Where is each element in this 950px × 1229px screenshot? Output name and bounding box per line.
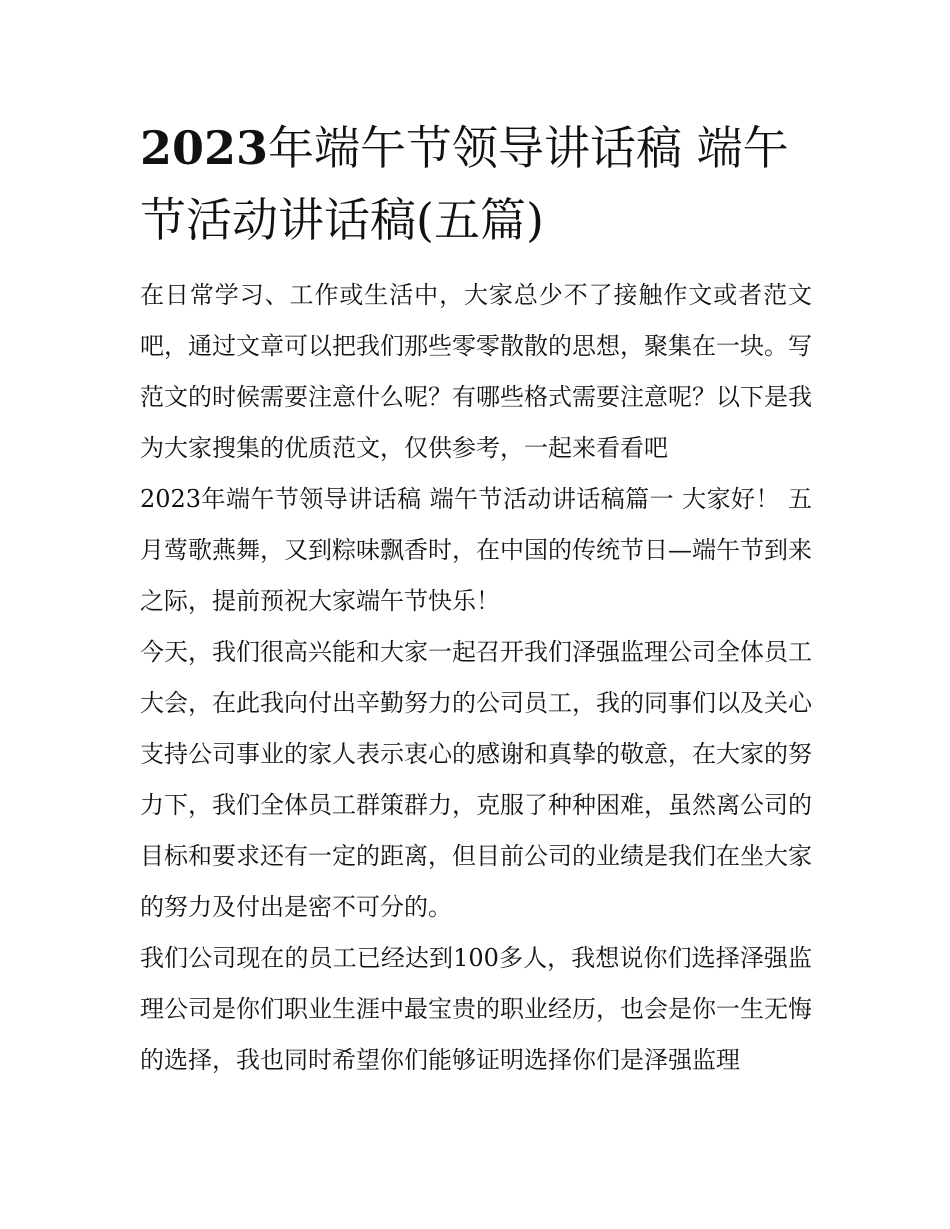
paragraph-staff: 我们公司现在的员工已经达到100多人，我想说你们选择泽强监理公司是你们职业生涯中最宝贵的职业经历，也会是你一生无悔的选择，我也同时希望你们能够证明选择你们是泽强监理 (140, 944, 812, 1074)
document-body (140, 270, 812, 1086)
document-title (140, 112, 812, 256)
paragraph-greeting: 2023年端午节领导讲话稿 端午节活动讲话稿篇一 大家好！ 五月莺歌燕舞，又到粽味飘香时，在中国的传统节日—端午节到来之际，提前预祝大家端午节快乐！ (140, 485, 812, 615)
document-title-text: 年端午节领导讲话稿 端午节活动讲话稿(五篇) (140, 121, 789, 247)
paragraph-thanks: 今天，我们很高兴能和大家一起召开我们泽强监理公司全体员工大会，在此我向付出辛勤努力的公司员工，我的同事们以及关心支持公司事业的家人表示衷心的感谢和真挚的敬意，在大家的努力下，我们全体员工群策群力，克服了种种困难，虽然离公司的目标和要求还有一定的距离，但目前公司的业绩是我们在坐大家的努力及付出是密不可分的。 (140, 638, 812, 921)
document-page (140, 112, 812, 1086)
document-title-year: 2023 (140, 121, 269, 175)
paragraph-intro: 在日常学习、工作或生活中，大家总少不了接触作文或者范文吧，通过文章可以把我们那些零零散散的思想，聚集在一块。写范文的时候需要注意什么呢？有哪些格式需要注意呢？以下是我为大家搜集的优质范文，仅供参考，一起来看看吧 (140, 281, 812, 462)
